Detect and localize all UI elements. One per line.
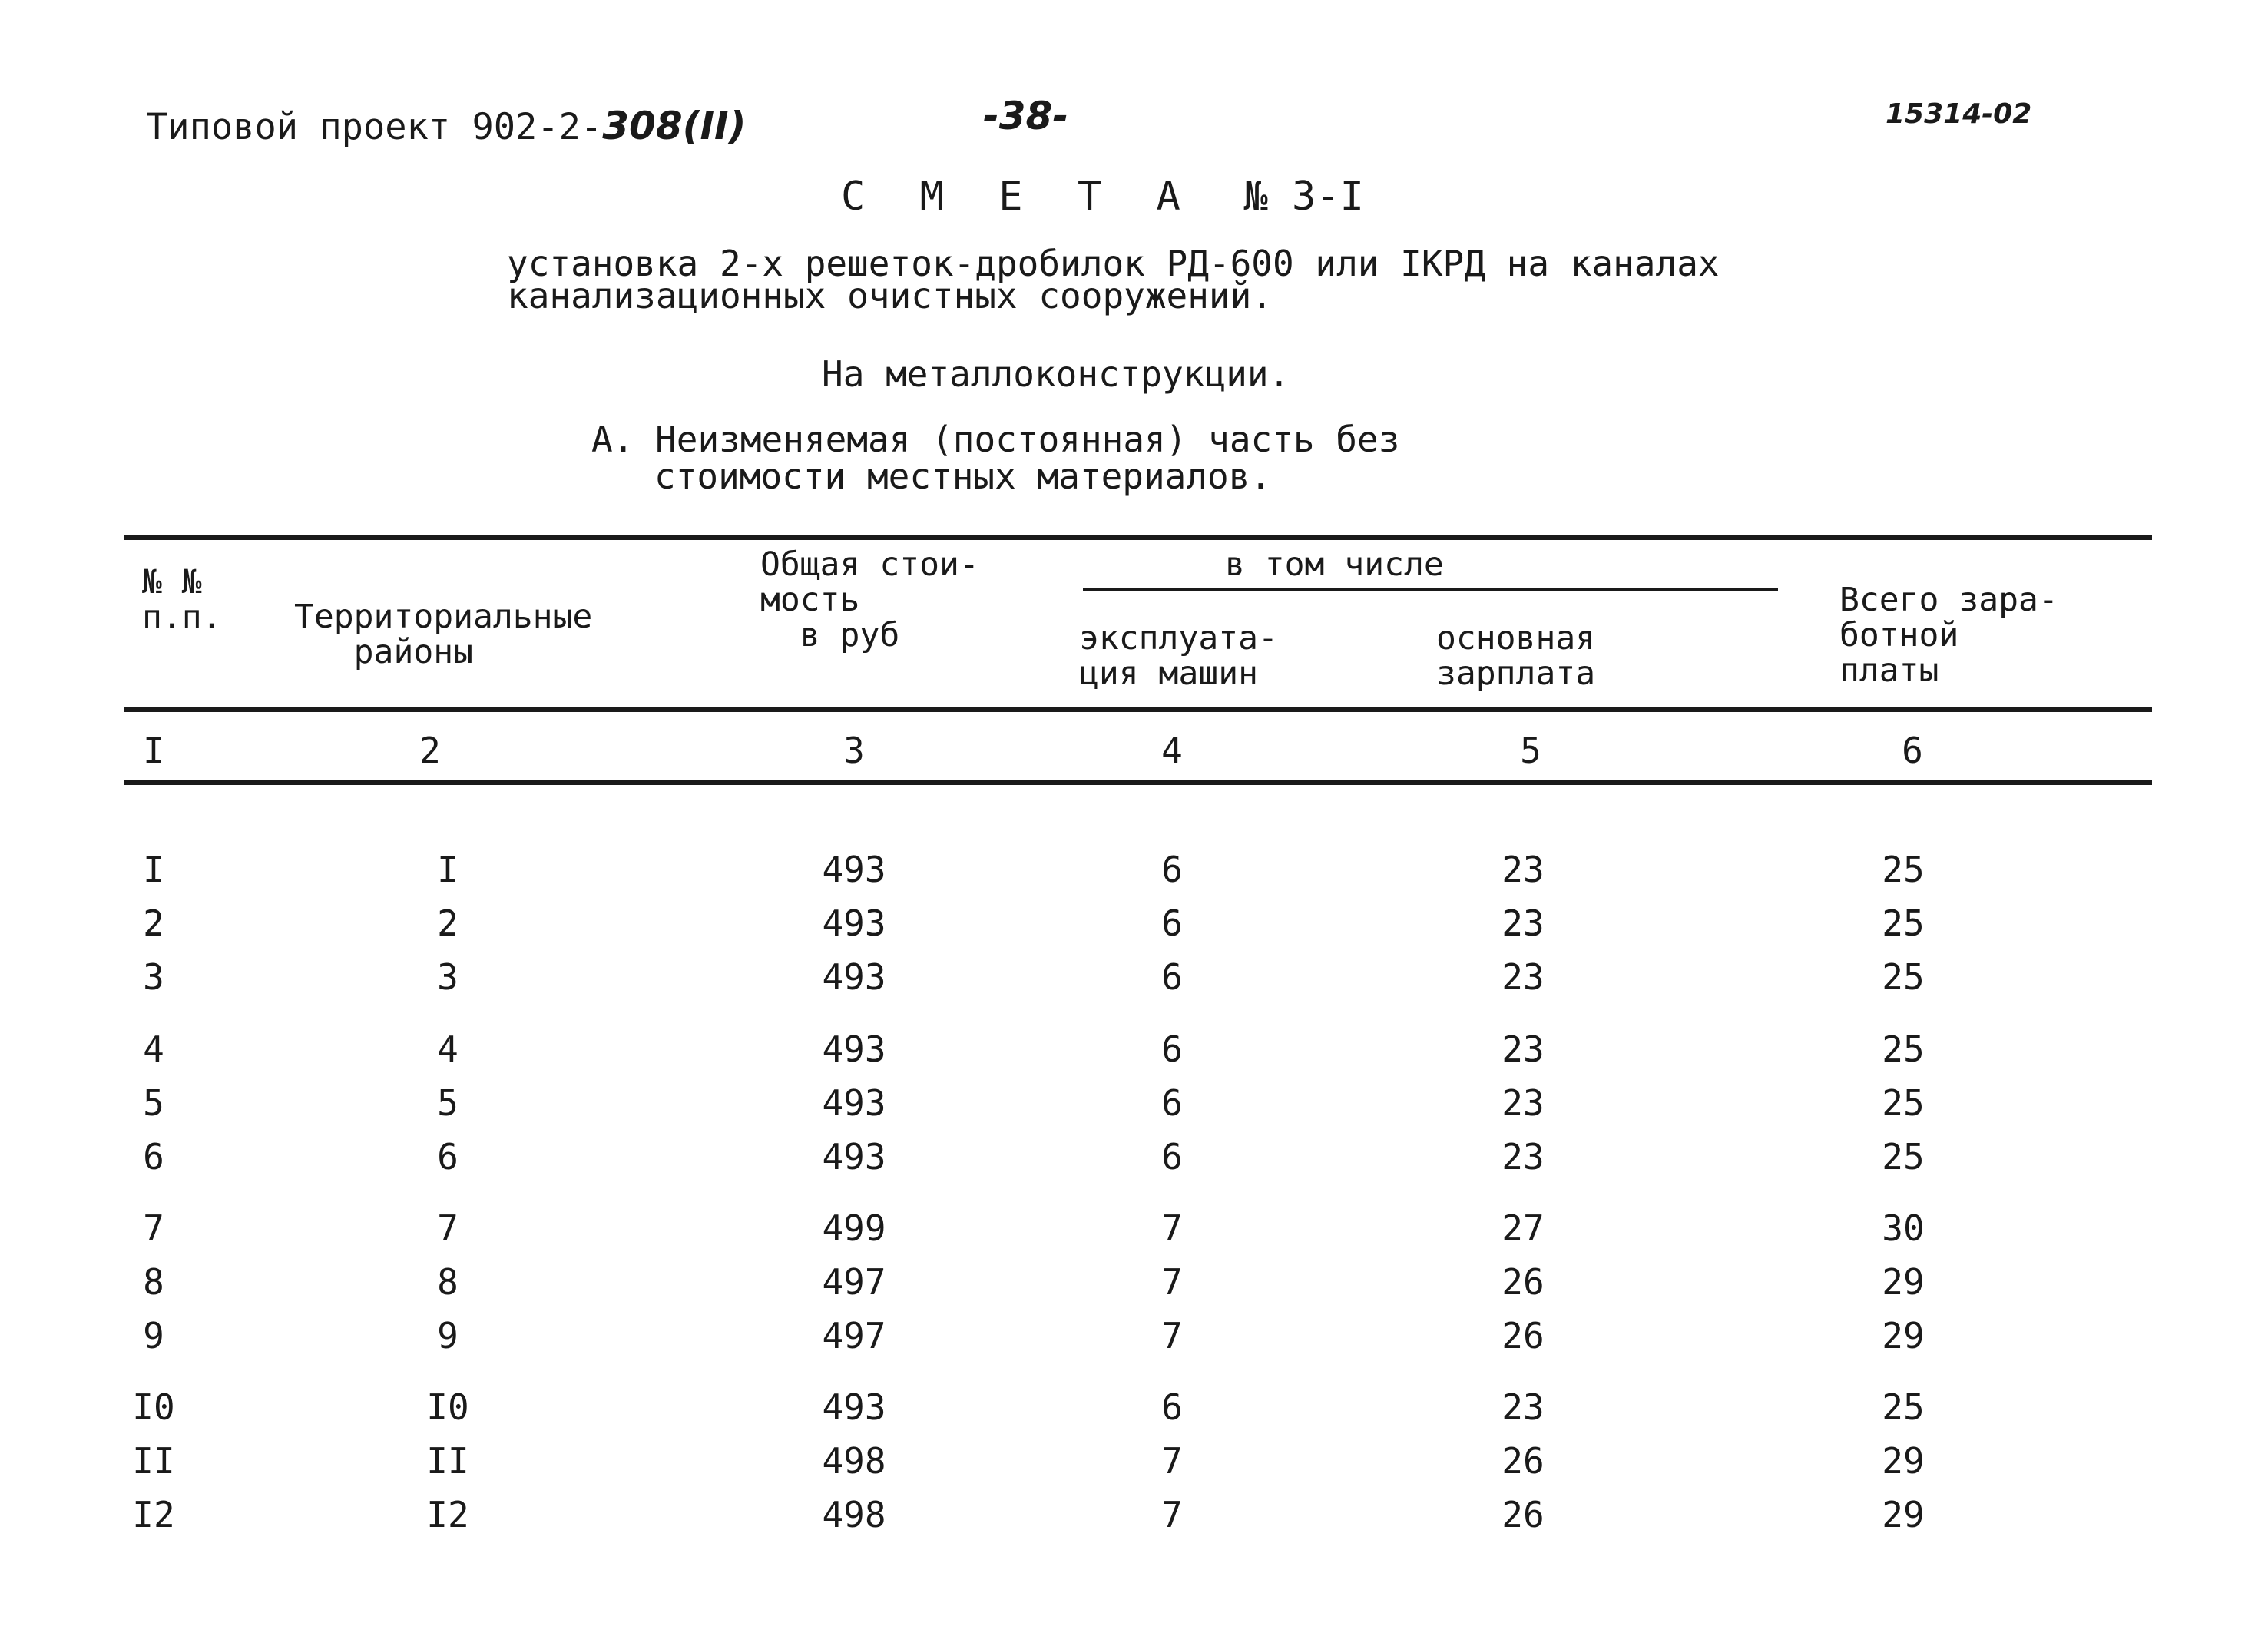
table-cell: 5 xyxy=(437,1082,459,1124)
table-cell: 6 xyxy=(143,1136,164,1178)
table-cell: 493 xyxy=(822,1136,886,1178)
table-cell: 493 xyxy=(822,849,886,890)
table-cell: 6 xyxy=(1161,849,1183,890)
table-cell: 23 xyxy=(1502,956,1545,998)
table-cell: 497 xyxy=(822,1315,886,1356)
table-cell: 6 xyxy=(437,1136,459,1178)
table-cell: 493 xyxy=(822,903,886,944)
table-cell: 7 xyxy=(1161,1494,1183,1535)
table-cell: 493 xyxy=(822,1028,886,1070)
table-cell: 25 xyxy=(1882,956,1925,998)
table-cell: 3 xyxy=(143,956,164,998)
table-cell: 7 xyxy=(1161,1440,1183,1482)
table-cell: 6 xyxy=(1161,1136,1183,1178)
header-base-salary: основная зарплата xyxy=(1436,619,1596,693)
column-number: 2 xyxy=(419,730,441,771)
column-number: I xyxy=(143,730,164,771)
subtitle-line-3: На металлоконструкции. xyxy=(822,353,1290,395)
section-line-1: А. Неизменяемая (постоянная) часть без xyxy=(591,419,1400,460)
table-cell: 23 xyxy=(1502,903,1545,944)
header-total-cost: Общая стои- мость в руб xyxy=(760,545,979,654)
column-number: 6 xyxy=(1902,730,1923,771)
table-cell: I0 xyxy=(426,1386,469,1428)
group-header-rule xyxy=(1083,588,1778,591)
header-bottom-rule xyxy=(124,707,2152,712)
column-number: 5 xyxy=(1520,730,1541,771)
subtitle-line-2: канализационных очистных сооружений. xyxy=(507,275,1273,316)
column-number: 4 xyxy=(1161,730,1183,771)
table-cell: 26 xyxy=(1502,1261,1545,1303)
table-cell: 9 xyxy=(143,1315,164,1356)
header-total-wages: Всего зара- ботной платы xyxy=(1839,581,2058,690)
table-cell: II xyxy=(132,1440,175,1482)
table-cell: II xyxy=(426,1440,469,1482)
table-cell: 497 xyxy=(822,1261,886,1303)
subtitle-line-1: установка 2-х решеток-дробилок РД-600 или IКРД на каналах xyxy=(507,243,1720,284)
table-cell: 493 xyxy=(822,1082,886,1124)
document-code: 15314-02 xyxy=(1886,98,2032,130)
table-cell: 2 xyxy=(437,903,459,944)
header-including-group: в том числе xyxy=(1225,545,1444,584)
table-cell: 26 xyxy=(1502,1315,1545,1356)
project-handwritten-number: 308(II) xyxy=(602,104,747,148)
table-cell: 6 xyxy=(1161,1028,1183,1070)
table-cell: 7 xyxy=(1161,1315,1183,1356)
table-cell: 23 xyxy=(1502,1136,1545,1178)
table-cell: 25 xyxy=(1882,849,1925,890)
table-cell: 498 xyxy=(822,1494,886,1535)
table-cell: 2 xyxy=(143,903,164,944)
table-cell: 4 xyxy=(143,1028,164,1070)
column-numbers-rule xyxy=(124,780,2152,785)
table-cell: I xyxy=(143,849,164,890)
table-cell: 26 xyxy=(1502,1494,1545,1535)
table-cell: 493 xyxy=(822,956,886,998)
page-number: -38- xyxy=(983,94,1069,138)
table-cell: 499 xyxy=(822,1207,886,1249)
table-cell: 30 xyxy=(1882,1207,1925,1249)
estimate-title-word: С М Е Т А xyxy=(841,174,1196,220)
table-cell: 29 xyxy=(1882,1440,1925,1482)
table-cell: 27 xyxy=(1502,1207,1545,1249)
column-number: 3 xyxy=(843,730,865,771)
table-cell: 493 xyxy=(822,1386,886,1428)
table-cell: 26 xyxy=(1502,1440,1545,1482)
estimate-title xyxy=(841,174,1364,220)
table-cell: 6 xyxy=(1161,956,1183,998)
table-cell: 8 xyxy=(143,1261,164,1303)
table-cell: 25 xyxy=(1882,1386,1925,1428)
table-cell: 3 xyxy=(437,956,459,998)
table-cell: 29 xyxy=(1882,1315,1925,1356)
estimate-title-number: № 3-I xyxy=(1243,174,1364,220)
table-cell: 25 xyxy=(1882,1136,1925,1178)
table-cell: 7 xyxy=(1161,1207,1183,1249)
estimate-subtitle xyxy=(507,243,1720,316)
table-cell: 23 xyxy=(1502,1082,1545,1124)
section-line-2: стоимости местных материалов. xyxy=(654,455,1272,497)
table-top-rule xyxy=(124,535,2152,540)
table-cell: 25 xyxy=(1882,1082,1925,1124)
project-label: Типовой проект 902-2- xyxy=(146,106,603,148)
table-cell: 6 xyxy=(1161,1082,1183,1124)
header-machine-operation: эксплуата- ция машин xyxy=(1079,619,1278,693)
project-reference xyxy=(146,104,747,148)
table-cell: I0 xyxy=(132,1386,175,1428)
table-cell: 7 xyxy=(143,1207,164,1249)
table-cell: 6 xyxy=(1161,1386,1183,1428)
table-cell: I2 xyxy=(426,1494,469,1535)
table-cell: I2 xyxy=(132,1494,175,1535)
table-cell: 9 xyxy=(437,1315,459,1356)
table-cell: 23 xyxy=(1502,849,1545,890)
table-cell: 7 xyxy=(1161,1261,1183,1303)
table-cell: 25 xyxy=(1882,903,1925,944)
table-cell: 5 xyxy=(143,1082,164,1124)
header-territorial-districts: Территориальные районы xyxy=(294,598,593,671)
table-cell: 7 xyxy=(437,1207,459,1249)
table-cell: 25 xyxy=(1882,1028,1925,1070)
table-cell: 498 xyxy=(822,1440,886,1482)
table-cell: 29 xyxy=(1882,1494,1925,1535)
table-cell: 8 xyxy=(437,1261,459,1303)
table-cell: 29 xyxy=(1882,1261,1925,1303)
table-cell: 23 xyxy=(1502,1028,1545,1070)
table-cell: 23 xyxy=(1502,1386,1545,1428)
section-heading xyxy=(591,421,1399,495)
header-row-number: № № п.п. xyxy=(142,563,222,637)
table-cell: 6 xyxy=(1161,903,1183,944)
table-cell: I xyxy=(437,849,459,890)
table-cell: 4 xyxy=(437,1028,459,1070)
